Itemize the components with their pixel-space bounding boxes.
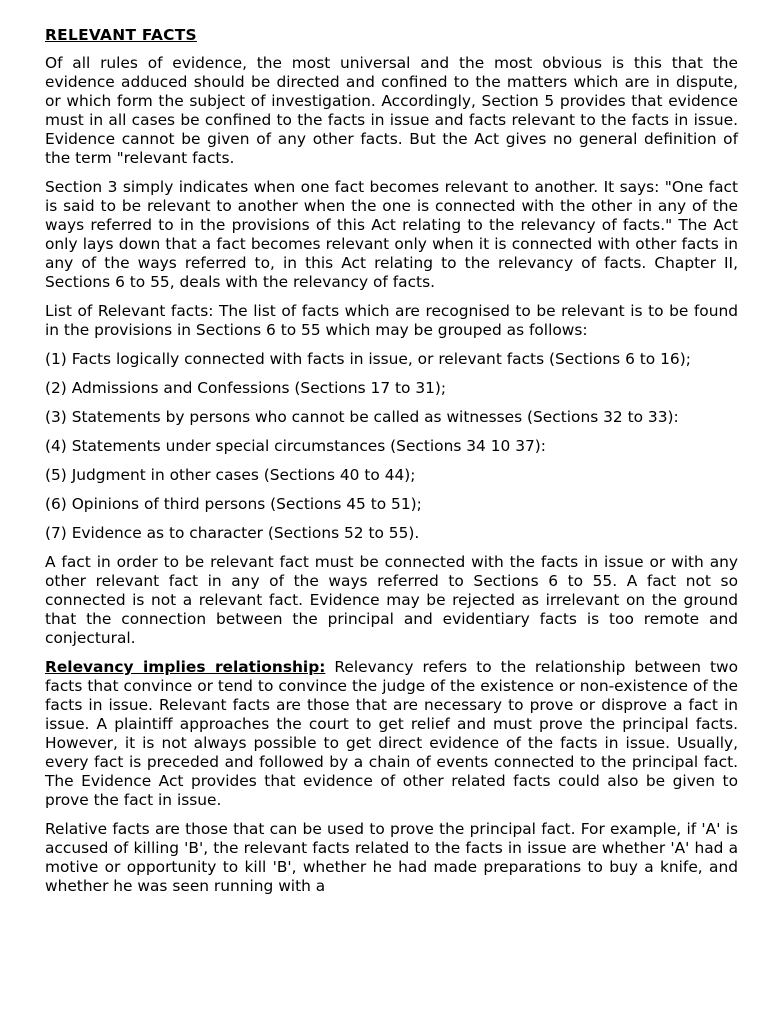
paragraph-relevancy xyxy=(45,658,738,810)
paragraph-section-3: Section 3 simply indicates when one fact becomes relevant to another. It says: "One fact is said to be relevant to another when the one is connected with the other in any of the ways referred to in the provisions of this Act relating to the relevancy of facts." The Act only lays down that a fact becomes relevant only when it is connected with other facts in any of the ways referred to, in this Act relating to the relevancy of facts. Chapter II, Sections 6 to 55, deals with the relevancy of facts. xyxy=(45,178,738,291)
document-page xyxy=(45,26,738,906)
document-title: RELEVANT FACTS xyxy=(45,26,197,44)
paragraph-list-intro: List of Relevant facts: The list of facts which are recognised to be relevant is to be found in the provisions in Sections 6 to 55 which may be grouped as follows: xyxy=(45,302,738,339)
list-item-1: (1) Facts logically connected with facts in issue, or relevant facts (Sections 6 to 16); xyxy=(45,350,691,368)
list-item-2: (2) Admissions and Confessions (Sections 17 to 31); xyxy=(45,379,447,397)
relevancy-heading: Relevancy implies relationship: xyxy=(45,658,326,676)
relevancy-body: Relevancy refers to the relationship between two facts that convince or tend to convince the judge of the existence or non-existence of the facts in issue. Relevant facts are those that are necessary to prove or disprove a fact in issue. A plaintiff approaches the court to get relief and must prove the principal facts. However, it is not always possible to get direct evidence of the facts in issue. Usually, every fact is preceded and followed by a chain of events connected to the principal fact. The Evidence Act provides that evidence of other related facts could also be given to prove the fact in issue. xyxy=(45,658,738,809)
list-item-7: (7) Evidence as to character (Sections 52 to 55). xyxy=(45,524,420,542)
list-item-5: (5) Judgment in other cases (Sections 40 to 44); xyxy=(45,466,416,484)
paragraph-relative-facts: Relative facts are those that can be used to prove the principal fact. For example, if 'A' is accused of killing 'B', the relevant facts related to the facts in issue are whether 'A' had a motive or opportunity to kill 'B', whether he had made preparations to buy a knife, and whether he was seen running with a xyxy=(45,820,738,895)
paragraph-connection: A fact in order to be relevant fact must be connected with the facts in issue or with any other relevant fact in any of the ways referred to Sections 6 to 55. A fact not so connected is not a relevant fact. Evidence may be rejected as irrelevant on the ground that the connection between the principal and evidentiary facts is too remote and conjectural. xyxy=(45,553,738,647)
list-item-3: (3) Statements by persons who cannot be called as witnesses (Sections 32 to 33): xyxy=(45,408,679,426)
paragraph-intro: Of all rules of evidence, the most universal and the most obvious is this that the evidence adduced should be directed and confined to the matters which are in dispute, or which form the subject of investigation. Accordingly, Section 5 provides that evidence must in all cases be confined to the facts in issue and facts relevant to the facts in issue. Evidence cannot be given of any other facts. But the Act gives no general definition of the term "relevant facts. xyxy=(45,54,738,167)
list-item-4: (4) Statements under special circumstances (Sections 34 10 37): xyxy=(45,437,546,455)
list-item-6: (6) Opinions of third persons (Sections 45 to 51); xyxy=(45,495,422,513)
